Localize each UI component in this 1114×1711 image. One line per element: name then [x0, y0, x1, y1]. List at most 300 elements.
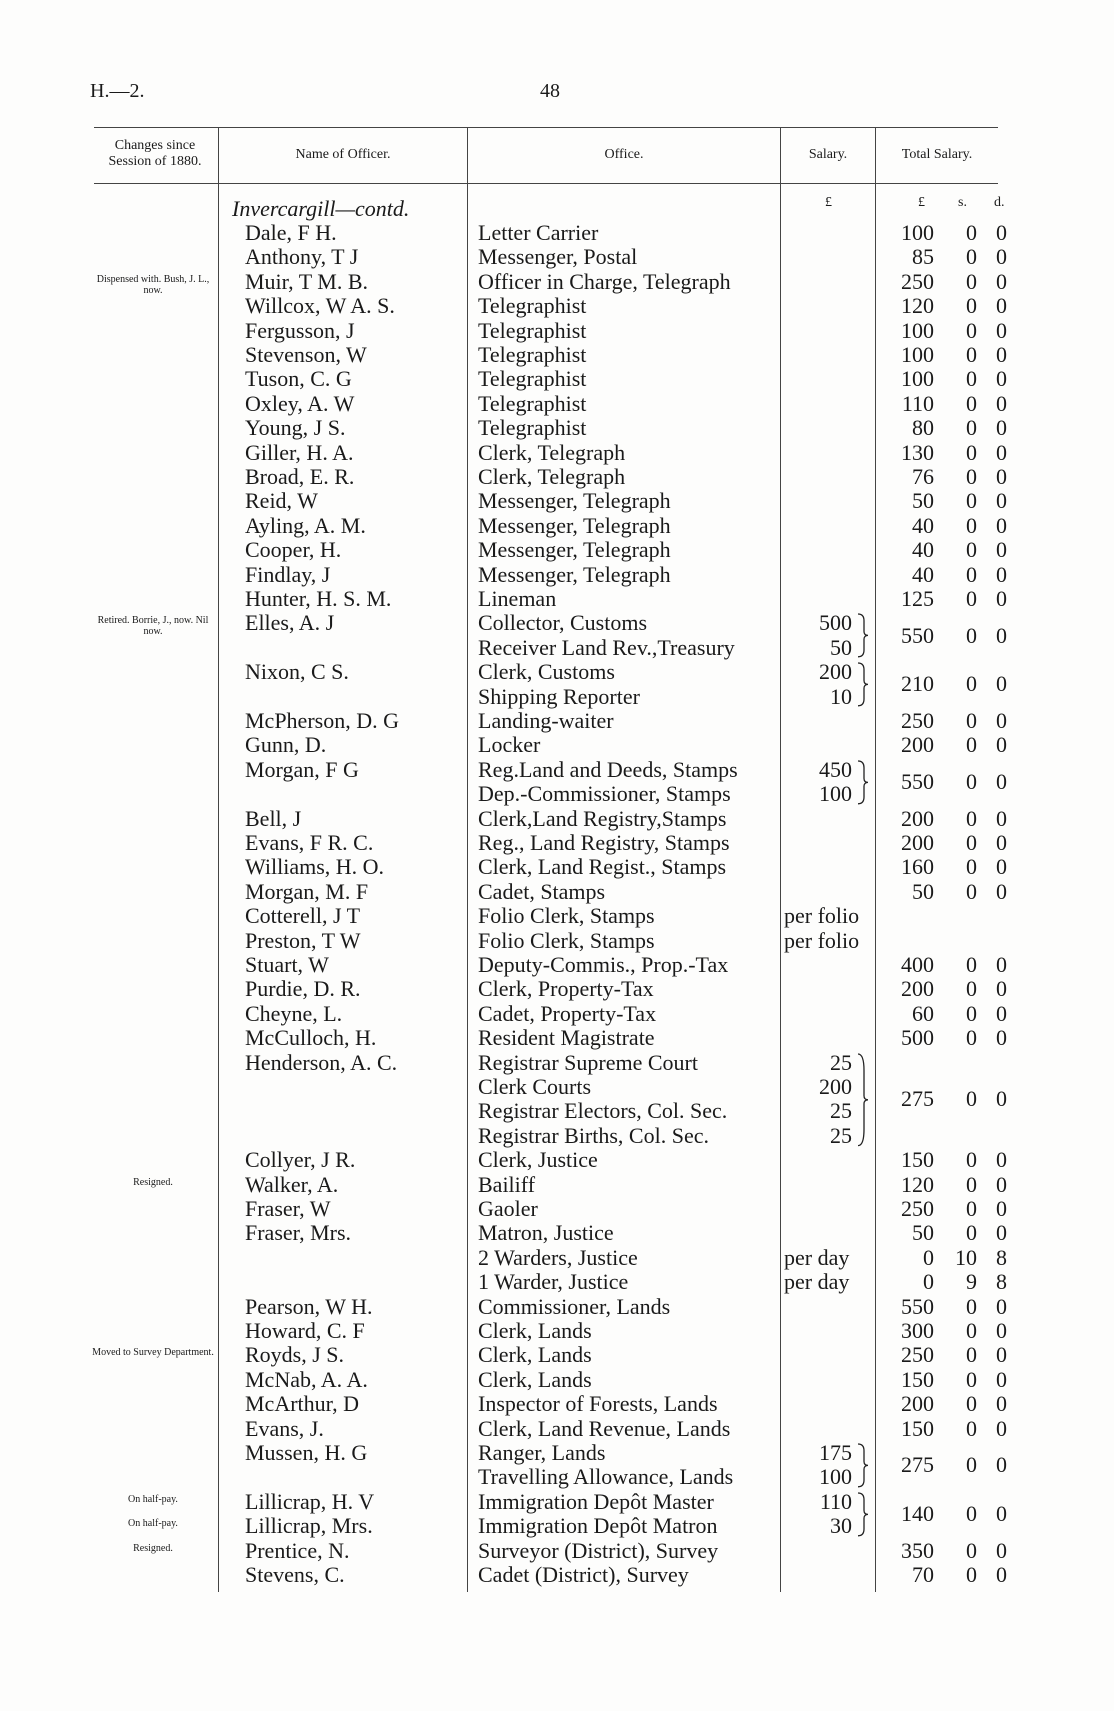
total-pounds: 150	[901, 1415, 934, 1441]
office-title: Clerk, Lands	[478, 1366, 592, 1392]
table-row	[0, 1270, 1114, 1294]
total-shillings: 0	[966, 317, 977, 343]
table-row	[0, 929, 1114, 953]
total-shillings: 0	[966, 769, 977, 794]
total-pence: 0	[996, 708, 1007, 733]
office-title: Registrar Supreme Court	[478, 1049, 698, 1075]
total-pounds: 250	[901, 268, 934, 294]
salary-value: 30	[830, 1513, 852, 1539]
pounds-unit: £	[918, 195, 925, 210]
office-title: Cadet, Property-Tax	[478, 1000, 657, 1026]
total-shillings: 0	[966, 366, 977, 392]
total-shillings: 0	[966, 439, 977, 465]
table-row	[0, 1051, 1114, 1075]
office-title: Telegraphist	[478, 366, 587, 392]
table-row	[0, 489, 1114, 513]
table-row	[0, 319, 1114, 343]
salary-value: 25	[830, 1122, 852, 1148]
table-row	[0, 392, 1114, 416]
total-pounds: 130	[901, 439, 934, 465]
office-title: Receiver Land Rev.,Treasury	[478, 634, 735, 660]
table-top-rule	[94, 127, 998, 128]
office-title: Ranger, Lands	[478, 1440, 606, 1465]
officer-name: Anthony, T J	[245, 244, 359, 270]
office-title: Telegraphist	[478, 317, 587, 343]
total-pence: 0	[996, 390, 1007, 416]
total-pence: 0	[996, 1415, 1007, 1441]
office-title: Telegraphist	[478, 390, 587, 416]
officer-name: McPherson, D. G	[245, 708, 399, 733]
total-pence: 0	[996, 415, 1007, 441]
total-pounds: 110	[901, 390, 934, 416]
total-pounds: 0	[923, 1269, 934, 1295]
office-title: Letter Carrier	[478, 220, 599, 245]
table-row	[0, 441, 1114, 465]
officer-name: Hunter, H. S. M.	[245, 586, 392, 611]
table-row	[0, 1148, 1114, 1172]
officer-name: Cheyne, L.	[245, 1000, 343, 1026]
total-pounds: 100	[901, 342, 934, 367]
officer-name: Collyer, J R.	[245, 1147, 356, 1173]
table-row	[0, 343, 1114, 367]
table-row	[0, 538, 1114, 562]
total-shillings: 0	[966, 268, 977, 294]
total-shillings: 0	[966, 805, 977, 831]
total-pence: 0	[996, 1025, 1007, 1051]
total-shillings: 0	[966, 830, 977, 855]
salary-value: per folio	[784, 903, 860, 929]
table-row	[0, 733, 1114, 757]
officer-name: Prentice, N.	[245, 1537, 350, 1563]
officer-name: Giller, H. A.	[245, 439, 354, 465]
table-row	[0, 1246, 1114, 1270]
total-pence: 0	[996, 769, 1007, 794]
salary-value: 10	[830, 683, 852, 709]
brace-icon	[856, 758, 870, 807]
office-title: Resident Magistrate	[478, 1025, 655, 1051]
total-pence: 0	[996, 854, 1007, 880]
office-title: 1 Warder, Justice	[478, 1269, 629, 1295]
total-pounds: 0	[923, 1244, 934, 1270]
grouped-total-row	[0, 624, 1114, 648]
total-shillings: 0	[966, 1086, 977, 1112]
total-shillings: 0	[966, 1220, 977, 1246]
total-shillings: 9	[966, 1269, 977, 1295]
total-pence: 0	[996, 1366, 1007, 1392]
change-note: On half-pay.	[128, 1518, 178, 1530]
total-shillings: 0	[966, 1415, 977, 1441]
table-row	[0, 1221, 1114, 1245]
table-row	[0, 367, 1114, 391]
office-title: Commissioner, Lands	[478, 1293, 671, 1319]
total-pence: 0	[996, 439, 1007, 465]
table-row	[0, 1368, 1114, 1392]
total-shillings: 0	[966, 671, 977, 697]
change-note: Resigned.	[133, 1542, 173, 1554]
officer-name: Young, J S.	[245, 415, 346, 441]
officer-name: Fraser, W	[245, 1196, 331, 1221]
total-pounds: 275	[901, 1452, 934, 1478]
total-shillings: 0	[966, 1537, 977, 1563]
office-title: Registrar Electors, Col. Sec.	[478, 1098, 728, 1124]
total-pounds: 120	[901, 293, 934, 319]
office-title: Shipping Reporter	[478, 683, 640, 709]
table-header-rule	[94, 183, 998, 184]
total-shillings: 0	[966, 1391, 977, 1417]
total-shillings: 0	[966, 488, 977, 514]
total-pounds: 50	[912, 1220, 934, 1246]
brace-icon	[856, 1490, 870, 1539]
officer-name: Stevens, C.	[245, 1562, 345, 1587]
table-row	[0, 1026, 1114, 1050]
officer-name: Muir, T M. B.	[245, 268, 368, 294]
total-shillings: 0	[966, 1025, 977, 1051]
total-pounds: 40	[912, 561, 934, 587]
column-header-salary: Salary.	[808, 147, 848, 162]
office-title: Cadet, Stamps	[478, 878, 606, 904]
total-pence: 0	[996, 1171, 1007, 1197]
total-pence: 0	[996, 366, 1007, 392]
office-title: Bailiff	[478, 1171, 536, 1197]
officer-name: Cooper, H.	[245, 537, 342, 563]
grouped-total-row	[0, 770, 1114, 794]
salary-value: 200	[819, 659, 852, 685]
table-row	[0, 855, 1114, 879]
office-title: Folio Clerk, Stamps	[478, 903, 655, 929]
salary-value: 100	[819, 1464, 852, 1490]
total-pence: 0	[996, 512, 1007, 538]
total-pence: 0	[996, 878, 1007, 904]
total-pounds: 50	[912, 488, 934, 514]
total-pounds: 200	[901, 830, 934, 855]
total-shillings: 0	[966, 622, 977, 648]
office-title: Cadet (District), Survey	[478, 1562, 689, 1587]
total-pounds: 300	[901, 1318, 934, 1343]
officer-name: Williams, H. O.	[245, 854, 385, 880]
total-pounds: 80	[912, 415, 934, 441]
total-shillings: 0	[966, 1196, 977, 1221]
officer-name: Pearson, W H.	[245, 1293, 373, 1319]
brace-icon	[856, 1051, 870, 1149]
total-shillings: 0	[966, 244, 977, 270]
total-pence: 0	[996, 1537, 1007, 1563]
total-shillings: 0	[966, 586, 977, 611]
change-note: Retired. Borrie, J., now. Nil now.	[97, 615, 209, 638]
officer-name: Evans, J.	[245, 1415, 324, 1441]
total-shillings: 0	[966, 537, 977, 563]
change-note: On half-pay.	[128, 1493, 178, 1505]
table-row	[0, 831, 1114, 855]
brace-icon	[856, 660, 870, 709]
total-pence: 0	[996, 1501, 1007, 1526]
total-pence: 0	[996, 1086, 1007, 1112]
office-title: Telegraphist	[478, 415, 587, 441]
total-pounds: 200	[901, 976, 934, 1002]
page-number: 48	[540, 80, 560, 102]
office-title: Clerk, Justice	[478, 1147, 598, 1173]
total-pence: 0	[996, 586, 1007, 611]
brace-icon	[856, 611, 870, 660]
table-row	[0, 1563, 1114, 1587]
grouped-total-row	[0, 1087, 1114, 1111]
officer-name: Elles, A. J	[245, 610, 335, 636]
office-title: Telegraphist	[478, 342, 587, 367]
total-shillings: 0	[966, 708, 977, 733]
office-title: Collector, Customs	[478, 610, 648, 636]
total-shillings: 0	[966, 1000, 977, 1026]
officer-name: Tuson, C. G	[245, 366, 352, 392]
office-title: Messenger, Telegraph	[478, 561, 671, 587]
salary-value: per folio	[784, 927, 860, 953]
table-row	[0, 563, 1114, 587]
office-title: Reg.Land and Deeds, Stamps	[478, 756, 738, 782]
change-note: Moved to Survey Department.	[92, 1347, 214, 1359]
officer-name: McCulloch, H.	[245, 1025, 377, 1051]
officer-name: Morgan, F G	[245, 756, 359, 782]
officer-name: Cotterell, J T	[245, 903, 361, 929]
total-pounds: 500	[901, 1025, 934, 1051]
office-title: Surveyor (District), Survey	[478, 1537, 719, 1563]
total-pence: 0	[996, 1000, 1007, 1026]
officer-name: Findlay, J	[245, 561, 331, 587]
total-pounds: 40	[912, 512, 934, 538]
total-pounds: 200	[901, 1391, 934, 1417]
table-row	[0, 1319, 1114, 1343]
total-pounds: 210	[901, 671, 934, 697]
office-title: Clerk, Land Revenue, Lands	[478, 1415, 731, 1441]
officer-name: McArthur, D	[245, 1391, 359, 1417]
pence-unit: d.	[994, 195, 1005, 210]
salary-value: 25	[830, 1098, 852, 1124]
office-title: Deputy-Commis., Prop.-Tax	[478, 952, 729, 977]
total-shillings: 0	[966, 854, 977, 880]
salary-unit: £	[825, 195, 832, 210]
table-row	[0, 1197, 1114, 1221]
column-header-total: Total Salary.	[901, 147, 973, 162]
total-pounds: 550	[901, 622, 934, 648]
officer-name: Walker, A.	[245, 1171, 339, 1197]
office-title: Clerk, Lands	[478, 1318, 592, 1343]
officer-name: Henderson, A. C.	[245, 1049, 398, 1075]
officer-name: Ayling, A. M.	[245, 512, 366, 538]
total-pounds: 40	[912, 537, 934, 563]
total-shillings: 0	[966, 1452, 977, 1478]
total-shillings: 0	[966, 390, 977, 416]
table-row	[0, 294, 1114, 318]
total-pence: 0	[996, 1293, 1007, 1319]
total-shillings: 0	[966, 1366, 977, 1392]
total-pence: 0	[996, 561, 1007, 587]
total-shillings: 0	[966, 464, 977, 489]
total-pence: 0	[996, 537, 1007, 563]
office-title: Landing-waiter	[478, 708, 614, 733]
table-row	[0, 953, 1114, 977]
total-pence: 0	[996, 1220, 1007, 1246]
total-pence: 0	[996, 622, 1007, 648]
grouped-total-row	[0, 1453, 1114, 1477]
officer-name: Purdie, D. R.	[245, 976, 361, 1002]
officer-name: Morgan, M. F	[245, 878, 369, 904]
total-shillings: 10	[955, 1244, 977, 1270]
total-pence: 0	[996, 1318, 1007, 1343]
table-row	[0, 977, 1114, 1001]
page-header-code: H.—2.	[90, 80, 145, 102]
total-pounds: 275	[901, 1086, 934, 1112]
salary-value: 500	[819, 610, 852, 636]
salary-value: 110	[819, 1488, 852, 1514]
change-note: Dispensed with. Bush, J. L., now.	[96, 273, 210, 296]
salary-value: 25	[830, 1049, 852, 1075]
total-pence: 0	[996, 1562, 1007, 1587]
total-shillings: 0	[966, 878, 977, 904]
column-header-name: Name of Officer.	[295, 147, 391, 162]
table-row	[0, 465, 1114, 489]
office-title: Gaoler	[478, 1196, 538, 1221]
table-row	[0, 904, 1114, 928]
total-shillings: 0	[966, 732, 977, 758]
officer-name: Howard, C. F	[245, 1318, 365, 1343]
officer-name: Lillicrap, H. V	[245, 1488, 375, 1514]
total-shillings: 0	[966, 561, 977, 587]
office-title: Matron, Justice	[478, 1220, 614, 1246]
total-pounds: 85	[912, 244, 934, 270]
officer-name: Reid, W	[245, 488, 318, 514]
total-pence: 8	[996, 1244, 1007, 1270]
officer-name: Dale, F H.	[245, 220, 337, 245]
officer-name: Preston, T W	[245, 927, 361, 953]
total-pounds: 250	[901, 1196, 934, 1221]
office-title: Clerk, Telegraph	[478, 439, 626, 465]
office-title: Clerk, Telegraph	[478, 464, 626, 489]
officer-name: Nixon, C S.	[245, 659, 349, 685]
total-pounds: 120	[901, 1171, 934, 1197]
total-shillings: 0	[966, 1562, 977, 1587]
total-pounds: 70	[912, 1562, 934, 1587]
total-pounds: 550	[901, 769, 934, 794]
office-title: Lineman	[478, 586, 557, 611]
total-pounds: 50	[912, 878, 934, 904]
total-pence: 0	[996, 1196, 1007, 1221]
total-shillings: 0	[966, 1171, 977, 1197]
total-pounds: 100	[901, 366, 934, 392]
office-title: Clerk, Land Regist., Stamps	[478, 854, 727, 880]
total-pounds: 60	[912, 1000, 934, 1026]
table-row	[0, 1295, 1114, 1319]
office-title: Inspector of Forests, Lands	[478, 1391, 718, 1417]
salary-value: 450	[819, 756, 852, 782]
officer-name: McNab, A. A.	[245, 1366, 368, 1392]
total-shillings: 0	[966, 415, 977, 441]
total-pounds: 200	[901, 732, 934, 758]
total-shillings: 0	[966, 1318, 977, 1343]
office-title: Telegraphist	[478, 293, 587, 319]
shillings-unit: s.	[958, 195, 967, 210]
total-pence: 0	[996, 1342, 1007, 1368]
officer-name: Royds, J S.	[245, 1342, 345, 1368]
officer-name: Evans, F R. C.	[245, 830, 374, 855]
office-title: Locker	[478, 732, 541, 758]
total-pounds: 150	[901, 1147, 934, 1173]
section-title	[0, 197, 1114, 221]
total-pence: 0	[996, 342, 1007, 367]
total-pence: 0	[996, 1452, 1007, 1478]
office-title: 2 Warders, Justice	[478, 1244, 638, 1270]
office-title: Officer in Charge, Telegraph	[478, 268, 731, 294]
total-pence: 0	[996, 952, 1007, 977]
office-title: Registrar Births, Col. Sec.	[478, 1122, 709, 1148]
salary-value: 200	[819, 1074, 852, 1099]
total-pounds: 150	[901, 1366, 934, 1392]
table-row	[0, 514, 1114, 538]
office-title: Immigration Depôt Matron	[478, 1513, 718, 1539]
salary-value: 50	[830, 634, 852, 660]
salary-value: 100	[819, 781, 852, 807]
total-pence: 0	[996, 244, 1007, 270]
total-pence: 0	[996, 464, 1007, 489]
salary-value: per day	[784, 1244, 850, 1270]
total-pounds: 160	[901, 854, 934, 880]
officer-name: Stuart, W	[245, 952, 329, 977]
total-pounds: 100	[901, 317, 934, 343]
column-header-changes: Changes since Session of 1880.	[108, 138, 202, 169]
total-pence: 0	[996, 976, 1007, 1002]
office-title: Messenger, Telegraph	[478, 488, 671, 514]
total-pence: 0	[996, 220, 1007, 245]
total-shillings: 0	[966, 1342, 977, 1368]
total-pounds: 250	[901, 1342, 934, 1368]
office-title: Messenger, Telegraph	[478, 512, 671, 538]
officer-name: Fraser, Mrs.	[245, 1220, 352, 1246]
office-title: Travelling Allowance, Lands	[478, 1464, 734, 1490]
table-row	[0, 245, 1114, 269]
total-pence: 8	[996, 1269, 1007, 1295]
table-row	[0, 1002, 1114, 1026]
officer-name: Lillicrap, Mrs.	[245, 1513, 373, 1539]
office-title: Clerk, Customs	[478, 659, 615, 685]
table-row	[0, 709, 1114, 733]
total-pence: 0	[996, 293, 1007, 319]
total-pounds: 100	[901, 220, 934, 245]
office-title: Clerk,Land Registry,Stamps	[478, 805, 727, 831]
office-title: Dep.-Commissioner, Stamps	[478, 781, 731, 807]
total-pounds: 550	[901, 1293, 934, 1319]
total-shillings: 0	[966, 512, 977, 538]
total-pounds: 200	[901, 805, 934, 831]
total-pence: 0	[996, 1391, 1007, 1417]
total-pence: 0	[996, 805, 1007, 831]
office-title: Messenger, Telegraph	[478, 537, 671, 563]
total-shillings: 0	[966, 1501, 977, 1526]
section-title-text: Invercargill—contd.	[232, 196, 410, 221]
total-shillings: 0	[966, 976, 977, 1002]
officer-name: Fergusson, J	[245, 317, 355, 343]
total-pence: 0	[996, 671, 1007, 697]
total-pence: 0	[996, 488, 1007, 514]
change-note: Resigned.	[133, 1176, 173, 1188]
office-title: Immigration Depôt Master	[478, 1488, 714, 1514]
total-pounds: 125	[901, 586, 934, 611]
table-row	[0, 416, 1114, 440]
total-pounds: 250	[901, 708, 934, 733]
office-title: Clerk, Lands	[478, 1342, 592, 1368]
officer-name: Broad, E. R.	[245, 464, 355, 489]
total-pounds: 350	[901, 1537, 934, 1563]
table-row	[0, 1392, 1114, 1416]
column-header-office: Office.	[604, 147, 644, 162]
total-shillings: 0	[966, 293, 977, 319]
table-row	[0, 880, 1114, 904]
total-pence: 0	[996, 1147, 1007, 1173]
